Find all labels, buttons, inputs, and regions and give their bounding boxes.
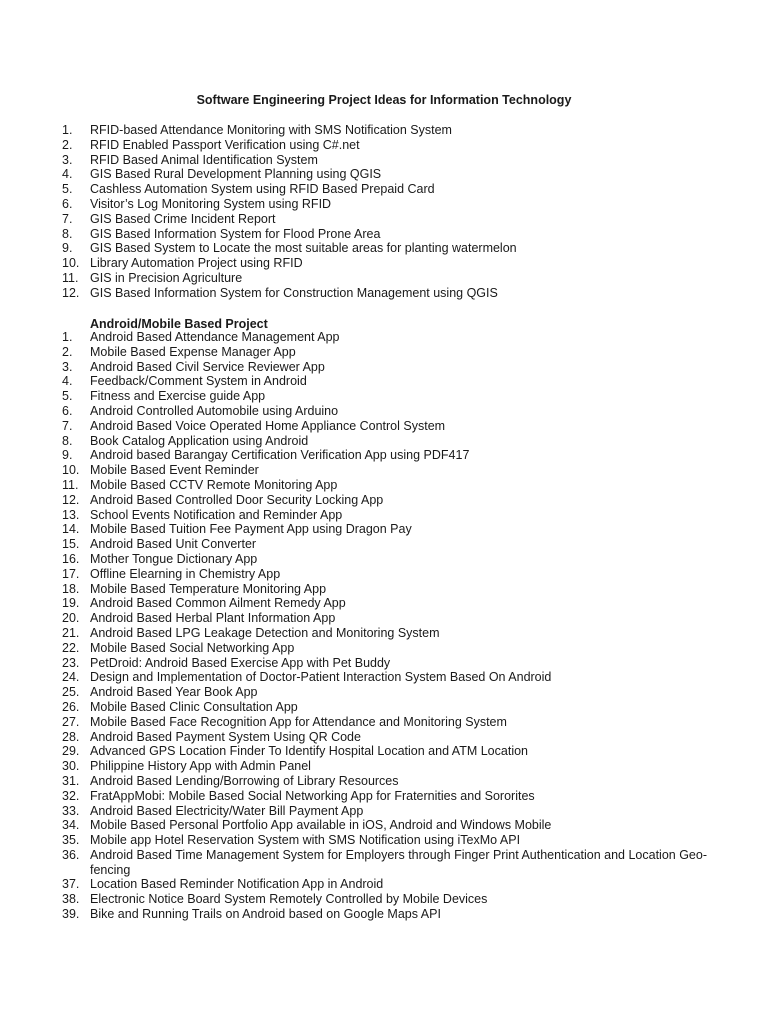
- project-list-general: [62, 123, 722, 301]
- item-number: 11.: [62, 270, 79, 285]
- item-text: Mobile Based Face Recognition App for Attendance and Monitoring System: [90, 714, 507, 729]
- list-item: [62, 877, 722, 892]
- list-item: [62, 730, 722, 745]
- list-item: [62, 478, 722, 493]
- list-item: [62, 700, 722, 715]
- item-number: 9.: [62, 241, 73, 256]
- item-number: 7.: [62, 418, 73, 433]
- item-text: Android Based Common Ailment Remedy App: [90, 596, 346, 611]
- item-text: Mobile Based Personal Portfolio App available in iOS, Android and Windows Mobile: [90, 818, 552, 833]
- list-item: [62, 611, 722, 626]
- item-text: RFID-based Attendance Monitoring with SMS Notification System: [90, 123, 452, 137]
- item-text: GIS Based Information System for Construction Management using QGIS: [90, 285, 498, 300]
- item-text: Location Based Reminder Notification App in Android: [90, 877, 384, 892]
- list-item: [62, 759, 722, 774]
- item-number: 29.: [62, 744, 80, 759]
- item-text: GIS Based Crime Incident Report: [90, 211, 276, 226]
- item-number: 19.: [62, 596, 80, 611]
- project-list-android: [62, 330, 722, 922]
- item-number: 36.: [62, 847, 80, 862]
- item-text: Book Catalog Application using Android: [90, 433, 309, 448]
- item-text: Android Based Herbal Plant Information App: [90, 611, 336, 626]
- item-number: 6.: [62, 403, 73, 418]
- list-item: [62, 153, 722, 168]
- item-number: 4.: [62, 374, 73, 389]
- list-item: [62, 434, 722, 449]
- item-text: Android Based Lending/Borrowing of Library Resources: [90, 773, 399, 788]
- item-text: FratAppMobi: Mobile Based Social Networking App for Fraternities and Sororites: [90, 788, 535, 803]
- item-text: Android Based Electricity/Water Bill Payment App: [90, 803, 364, 818]
- list-item: [62, 567, 722, 582]
- item-number: 20.: [62, 611, 80, 626]
- list-item: [62, 123, 722, 138]
- list-item: [62, 448, 722, 463]
- item-text: Android Based Controlled Door Security Locking App: [90, 492, 384, 507]
- item-number: 1.: [62, 123, 73, 137]
- item-number: 10.: [62, 256, 80, 271]
- item-text: RFID Enabled Passport Verification using C#.net: [90, 137, 360, 152]
- item-number: 17.: [62, 566, 80, 581]
- list-item: [62, 212, 722, 227]
- item-text: Android Controlled Automobile using Arduino: [90, 403, 339, 418]
- item-text: Cashless Automation System using RFID Based Prepaid Card: [90, 182, 435, 197]
- item-number: 24.: [62, 670, 80, 685]
- item-number: 26.: [62, 699, 80, 714]
- item-text: Library Automation Project using RFID: [90, 256, 303, 271]
- list-item: [62, 389, 722, 404]
- section-heading-android: Android/Mobile Based Project: [90, 317, 268, 331]
- item-number: 18.: [62, 581, 80, 596]
- list-item: [62, 419, 722, 434]
- list-item: [62, 641, 722, 656]
- list-item: [62, 463, 722, 478]
- list-item: [62, 744, 722, 759]
- item-text: Android Based LPG Leakage Detection and Monitoring System: [90, 625, 440, 640]
- item-number: 12.: [62, 285, 80, 300]
- item-text: Offline Elearning in Chemistry App: [90, 566, 281, 581]
- list-item: [62, 345, 722, 360]
- item-text: Android Based Payment System Using QR Code: [90, 729, 361, 744]
- item-number: 11.: [62, 477, 79, 492]
- item-text: Feedback/Comment System in Android: [90, 374, 307, 389]
- item-number: 1.: [62, 330, 73, 344]
- list-item: [62, 493, 722, 508]
- item-number: 10.: [62, 463, 80, 478]
- item-text: Mobile Based Event Reminder: [90, 463, 259, 478]
- list-item: [62, 656, 722, 671]
- item-number: 8.: [62, 226, 73, 241]
- list-item: [62, 508, 722, 523]
- item-text: GIS Based System to Locate the most suitable areas for planting watermelon: [90, 241, 517, 256]
- item-number: 12.: [62, 492, 80, 507]
- item-number: 4.: [62, 167, 73, 182]
- list-item: [62, 138, 722, 153]
- list-item: [62, 167, 722, 182]
- item-number: 7.: [62, 211, 73, 226]
- item-number: 2.: [62, 137, 73, 152]
- item-text: Mobile Based Temperature Monitoring App: [90, 581, 327, 596]
- item-text: GIS in Precision Agriculture: [90, 270, 243, 285]
- item-text: School Events Notification and Reminder App: [90, 507, 343, 522]
- list-item: [62, 626, 722, 641]
- list-item: [62, 404, 722, 419]
- item-text: Fitness and Exercise guide App: [90, 389, 266, 404]
- list-item: [62, 670, 722, 685]
- item-number: 5.: [62, 389, 73, 404]
- item-text: Android Based Unit Converter: [90, 537, 257, 552]
- item-text: GIS Based Rural Development Planning using QGIS: [90, 167, 382, 182]
- item-number: 21.: [62, 625, 80, 640]
- item-text: Mobile app Hotel Reservation System with SMS Notification using iTexMo API: [90, 833, 521, 848]
- list-item: [62, 907, 722, 922]
- item-number: 39.: [62, 907, 80, 922]
- list-item: [62, 774, 722, 789]
- list-item: [62, 685, 722, 700]
- item-text: Mobile Based Social Networking App: [90, 640, 295, 655]
- document-title: Software Engineering Project Ideas for Information Technology: [196, 93, 572, 107]
- item-number: 13.: [62, 507, 80, 522]
- list-item: [62, 522, 722, 537]
- item-number: 33.: [62, 803, 80, 818]
- item-number: 27.: [62, 714, 80, 729]
- item-text: Android based Barangay Certification Verification App using PDF417: [90, 448, 470, 463]
- item-number: 35.: [62, 833, 80, 848]
- item-text: Electronic Notice Board System Remotely Controlled by Mobile Devices: [90, 892, 488, 907]
- item-text: Design and Implementation of Doctor-Patient Interaction System Based On Android: [90, 670, 552, 685]
- item-number: 25.: [62, 685, 80, 700]
- item-number: 22.: [62, 640, 80, 655]
- item-number: 3.: [62, 152, 73, 167]
- item-text: GIS Based Information System for Flood Prone Area: [90, 226, 381, 241]
- list-item: [62, 848, 722, 878]
- list-item: [62, 892, 722, 907]
- item-text: Mobile Based Tuition Fee Payment App using Dragon Pay: [90, 522, 412, 537]
- item-number: 23.: [62, 655, 80, 670]
- item-number: 34.: [62, 818, 80, 833]
- item-text: Mobile Based CCTV Remote Monitoring App: [90, 477, 338, 492]
- item-text: Android Based Civil Service Reviewer App: [90, 359, 325, 374]
- item-number: 2.: [62, 344, 73, 359]
- item-number: 8.: [62, 433, 73, 448]
- item-number: 3.: [62, 359, 73, 374]
- list-item: [62, 197, 722, 212]
- list-item: [62, 833, 722, 848]
- list-item: [62, 715, 722, 730]
- item-text: Android Based Voice Operated Home Appliance Control System: [90, 418, 446, 433]
- item-text: Philippine History App with Admin Panel: [90, 759, 311, 774]
- item-number: 9.: [62, 448, 73, 463]
- item-text: Android Based Attendance Management App: [90, 330, 340, 344]
- list-item: [62, 241, 722, 256]
- list-item: [62, 227, 722, 242]
- item-number: 38.: [62, 892, 80, 907]
- list-item: [62, 596, 722, 611]
- item-text: Android Based Year Book App: [90, 685, 258, 700]
- item-text: PetDroid: Android Based Exercise App with Pet Buddy: [90, 655, 391, 670]
- item-number: 6.: [62, 196, 73, 211]
- list-item: [62, 374, 722, 389]
- item-text: Android Based Time Management System for Employers through Finger Print Authentication and Location Geo-fencing: [90, 847, 707, 877]
- item-number: 37.: [62, 877, 80, 892]
- item-text: Bike and Running Trails on Android based on Google Maps API: [90, 907, 441, 922]
- list-item: [62, 537, 722, 552]
- item-number: 28.: [62, 729, 80, 744]
- item-number: 15.: [62, 537, 80, 552]
- list-item: [62, 552, 722, 567]
- list-item: [62, 818, 722, 833]
- list-item: [62, 360, 722, 375]
- item-number: 5.: [62, 182, 73, 197]
- list-item: [62, 582, 722, 597]
- item-number: 16.: [62, 551, 80, 566]
- item-number: 31.: [62, 773, 80, 788]
- list-item: [62, 182, 722, 197]
- item-text: Visitor’s Log Monitoring System using RFID: [90, 196, 332, 211]
- item-number: 30.: [62, 759, 80, 774]
- list-item: [62, 804, 722, 819]
- item-text: RFID Based Animal Identification System: [90, 152, 318, 167]
- item-text: Mobile Based Clinic Consultation App: [90, 699, 298, 714]
- item-text: Advanced GPS Location Finder To Identify Hospital Location and ATM Location: [90, 744, 528, 759]
- list-item: [62, 789, 722, 804]
- item-number: 32.: [62, 788, 80, 803]
- list-item: [62, 271, 722, 286]
- item-number: 14.: [62, 522, 80, 537]
- list-item: [62, 256, 722, 271]
- list-item: [62, 330, 722, 345]
- item-text: Mother Tongue Dictionary App: [90, 551, 258, 566]
- item-text: Mobile Based Expense Manager App: [90, 344, 296, 359]
- list-item: [62, 286, 722, 301]
